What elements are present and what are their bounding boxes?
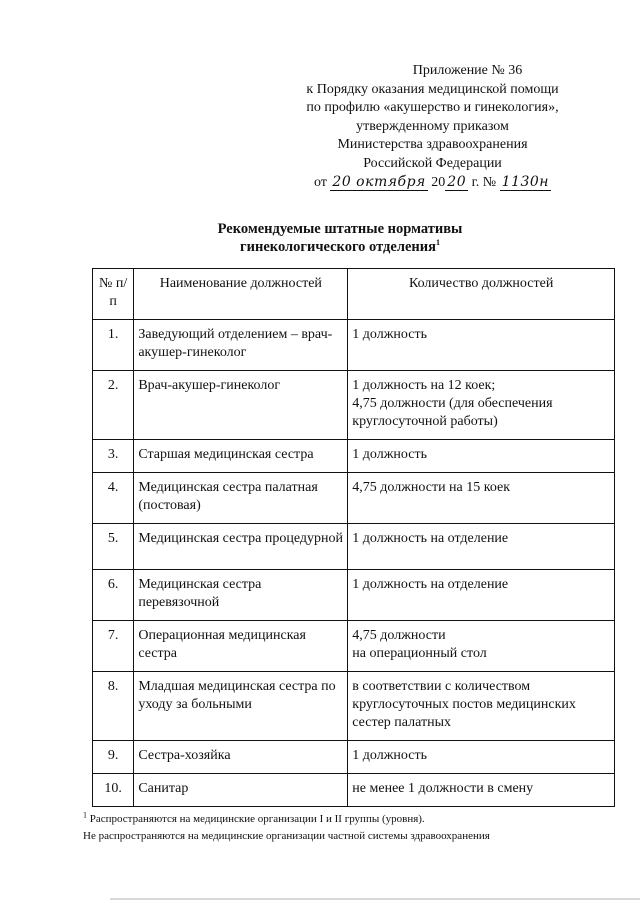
header-number: № п/п	[93, 269, 134, 320]
scan-edge	[110, 898, 640, 900]
footnote-2: Не распространяются на медицинские организации частной системы здравоохранения	[83, 830, 490, 842]
appendix-header	[260, 62, 605, 193]
row-count: в соответствии с количеством круглосуточных постов медицинских сестер палатных	[348, 672, 615, 741]
row-count: 1 должность на отделение	[348, 524, 615, 570]
footnotes	[83, 811, 603, 845]
row-number: 6.	[93, 570, 134, 621]
table-row	[93, 621, 615, 672]
footnote-mark: 1	[83, 810, 87, 820]
row-count: 1 должность	[348, 320, 615, 371]
handwritten-order-number: 1130н	[501, 174, 550, 190]
row-number: 5.	[93, 524, 134, 570]
row-number: 2.	[93, 371, 134, 440]
row-count: не менее 1 должности в смену	[348, 774, 615, 807]
row-count-line-1: 1 должность на 12 коек;	[352, 378, 496, 393]
table-row	[93, 524, 615, 570]
row-position: Сестра-хозяйка	[134, 741, 348, 774]
row-position: Старшая медицинская сестра	[134, 440, 348, 473]
row-position: Медицинская сестра палатная (постовая)	[134, 473, 348, 524]
row-count: 4,75 должности на 15 коек	[348, 473, 615, 524]
footnote-1	[83, 811, 603, 828]
row-count: 1 должность	[348, 741, 615, 774]
row-count: 1 должность	[348, 440, 615, 473]
document-title	[160, 220, 520, 256]
row-number: 7.	[93, 621, 134, 672]
row-count	[348, 621, 615, 672]
table-row	[93, 440, 615, 473]
table-row	[93, 672, 615, 741]
row-count	[348, 371, 615, 440]
table-row	[93, 774, 615, 807]
footnote-separator	[92, 806, 249, 807]
appendix-line-3: по профилю «акушерство и гинекология»,	[306, 100, 559, 115]
header-count: Количество должностей	[348, 269, 615, 320]
header-position: Наименование должностей	[134, 269, 348, 320]
row-number: 9.	[93, 741, 134, 774]
table-row	[93, 320, 615, 371]
row-count-line-2: на операционный стол	[352, 646, 487, 661]
title-line-2	[160, 238, 520, 256]
table-header-row	[93, 269, 615, 320]
staffing-table	[92, 268, 615, 807]
table-row	[93, 570, 615, 621]
footnote-1-text: Распространяются на медицинские организации I и II группы (уровня).	[89, 813, 425, 825]
row-number: 1.	[93, 320, 134, 371]
row-number: 4.	[93, 473, 134, 524]
handwritten-year: 20	[447, 174, 467, 190]
row-position: Младшая медицинская сестра по уходу за больными	[134, 672, 348, 741]
row-position: Медицинская сестра перевязочной	[134, 570, 348, 621]
row-position: Врач-акушер-гинеколог	[134, 371, 348, 440]
row-number: 3.	[93, 440, 134, 473]
row-number: 10.	[93, 774, 134, 807]
row-position: Операционная медицинская сестра	[134, 621, 348, 672]
row-number: 8.	[93, 672, 134, 741]
table-row	[93, 473, 615, 524]
row-position: Медицинская сестра процедурной	[134, 524, 348, 570]
order-date-line	[260, 173, 605, 193]
row-position: Заведующий отделением – врач-акушер-гинеколог	[134, 320, 348, 371]
order-prefix: от	[313, 175, 327, 190]
row-count-line-2: 4,75 должности (для обеспечения круглосуточной работы)	[352, 396, 553, 429]
row-position: Санитар	[134, 774, 348, 807]
title-line-1: Рекомендуемые штатные нормативы	[217, 221, 463, 237]
row-count: 1 должность на отделение	[348, 570, 615, 621]
table-row	[93, 741, 615, 774]
handwritten-date: 20 октября	[332, 174, 426, 190]
appendix-line-6: Российской Федерации	[363, 155, 502, 171]
table-row	[93, 371, 615, 440]
appendix-line-2: к Порядку оказания медицинской помощи	[306, 81, 559, 97]
appendix-line-4: утвержденному приказом	[356, 118, 509, 134]
title-line-2-text: гинекологического отделения	[240, 239, 436, 255]
title-footnote-mark: 1	[435, 238, 440, 248]
order-number-label: г. №	[471, 175, 497, 190]
row-count-line-1: 4,75 должности	[352, 628, 446, 643]
appendix-line-5: Министерства здравоохранения	[337, 137, 528, 152]
appendix-number: Приложение № 36	[412, 63, 523, 78]
order-year-prefix: 20	[431, 175, 446, 190]
